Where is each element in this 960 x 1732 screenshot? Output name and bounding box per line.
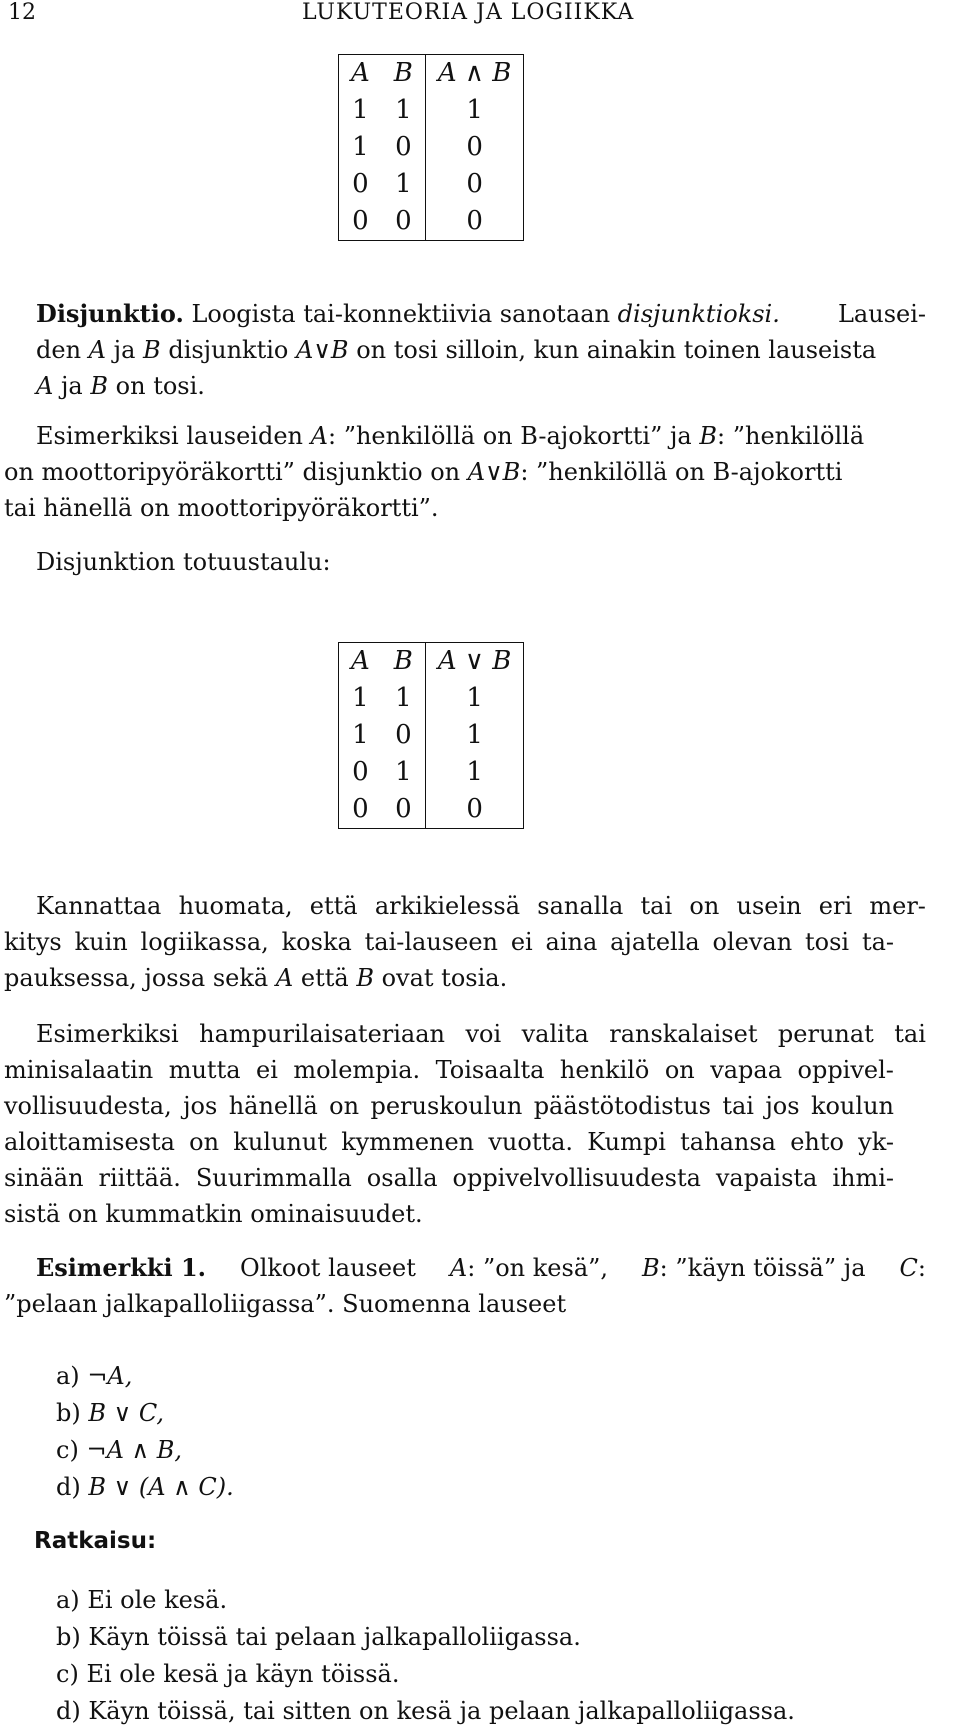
word: tai [894,1020,926,1048]
word: ta- [861,928,894,956]
word: tahansa [680,1128,776,1156]
word: ei [255,1056,278,1084]
example-line-5 [4,1160,894,1196]
list-item [56,1395,234,1432]
table-cell: 1 [466,95,483,125]
word: arkikielessä [374,892,521,920]
table-cell: 1 [466,683,483,713]
word: ajatella [610,928,700,956]
item-label: a) [56,1586,80,1614]
math-var: A [310,422,328,450]
example-line-4 [4,1124,894,1160]
note-line-3 [4,960,894,996]
math-var: C [899,1254,918,1282]
word: ihmi- [832,1164,894,1192]
math-var: A [449,1254,468,1282]
disjunction-definition-line-1 [36,296,926,332]
math-expression: A∨B [467,458,521,486]
table-cell: 1 [466,757,483,787]
disjunction-example-line-1 [36,418,926,454]
note-line-2 [4,924,894,960]
text-span: että [300,964,349,992]
text-span: disjunktio [168,336,289,364]
word: vapaista [715,1164,818,1192]
word: sanalla [537,892,624,920]
table-row [339,92,524,129]
word: osalla [366,1164,438,1192]
math-expression: B ∨ (A ∧ C). [88,1473,234,1501]
table-cell: 0 [466,206,483,236]
answer-text: Käyn töissä tai pelaan jalkapalloliigassa. [88,1623,581,1651]
word: aloittamisesta [4,1128,175,1156]
text-span: ja [60,372,83,400]
word: mutta [168,1056,241,1084]
table-cell: 0 [352,794,369,824]
word: ehto [790,1128,844,1156]
table-cell: 1 [382,166,426,203]
word: tai-lauseen [364,928,498,956]
word: päästötodistus [533,1092,711,1120]
list-item [56,1469,234,1506]
word: Kumpi [587,1128,666,1156]
word: kymmenen [341,1128,475,1156]
header-cell: A ∨ B [437,646,512,676]
word: on [189,1128,220,1156]
word: logiikassa, [140,928,269,956]
word: on [329,1092,360,1120]
word: Suurimmalla [195,1164,352,1192]
item-label: a) [56,1362,80,1390]
math-expression: A∨B [296,336,349,364]
text-span: on tosi. [115,372,205,400]
word: peruskoulun [370,1092,523,1120]
table-row [339,680,524,717]
item-label: b) [56,1399,81,1427]
table-row [339,754,524,791]
list-item [56,1619,795,1656]
word: on [664,1056,695,1084]
table-row [339,166,524,203]
table-row [339,203,524,241]
word: hampurilaisateriaan [199,1020,446,1048]
table-cell: 0 [466,169,483,199]
word: aina [545,928,598,956]
disjunction-definition-line-2 [36,332,926,368]
task-list [56,1358,234,1506]
word: perunat [777,1020,874,1048]
answer-text: Käyn töissä, tai sitten on kesä ja pelaan jalkapalloliigassa. [88,1697,795,1725]
table-cell: 0 [382,791,426,829]
table-cell: 0 [352,169,369,199]
word: hänellä [228,1092,318,1120]
math-var: B [356,964,374,992]
table-cell: 1 [352,720,369,750]
word: vuotta. [488,1128,574,1156]
text-span: : ”henkilöllä on B-ajokortti [520,458,843,486]
table-row [339,717,524,754]
text-span: Lausei- [837,300,926,328]
table-cell: 1 [382,92,426,129]
header-cell: A ∧ B [437,58,512,88]
word: vollisuudesta, [4,1092,172,1120]
exercise-label: Esimerkki 1. [36,1253,207,1282]
word: henkilö [559,1056,650,1084]
word: ranskalaiset [609,1020,758,1048]
exercise-intro-line-1 [36,1250,926,1286]
item-label: b) [56,1623,81,1651]
list-item [56,1358,234,1395]
disjunction-truth-table [338,642,524,829]
table-cell: 1 [352,95,369,125]
header-cell: B [382,55,426,93]
text-span: : [917,1254,926,1282]
word: Kannattaa [36,892,162,920]
text-span: on tosi silloin, kun ainakin toinen lauseista [356,336,877,364]
word: koska [281,928,352,956]
item-label: d) [56,1473,81,1501]
section-title: Disjunktio. [36,299,184,328]
table-cell: 0 [382,203,426,241]
word: on [689,892,720,920]
word: koulun [810,1092,894,1120]
table-cell: 0 [466,132,483,162]
disjunction-example-line-2 [4,454,894,490]
word: usein [736,892,802,920]
table-cell: 0 [352,206,369,236]
word: oppivel- [797,1056,894,1084]
math-var: A [36,372,54,400]
word: jos [183,1092,218,1120]
text-span: tai hänellä on moottoripyöräkortti”. [4,494,439,522]
header-cell: B [382,643,426,681]
math-var: B [90,372,109,400]
example-line-1 [36,1016,926,1052]
word: kitys [4,928,62,956]
math-expression: B ∨ C, [88,1399,164,1427]
table-cell: 1 [382,754,426,791]
math-expression: ¬A ∧ B, [86,1436,182,1464]
text-span: Loogista tai-konnektiivia sanotaan [191,300,611,328]
item-label: d) [56,1697,81,1725]
text-span: Esimerkiksi lauseiden [36,422,303,450]
math-var: A [275,964,294,992]
word: yk- [858,1128,894,1156]
word: jos [765,1092,800,1120]
solution-title: Ratkaisu: [34,1528,157,1554]
table-cell: 0 [466,794,483,824]
math-var: B [642,1254,660,1282]
table-cell: 1 [352,132,369,162]
word: molempia. [293,1056,421,1084]
word: tai [722,1092,754,1120]
list-item [56,1656,795,1693]
word: tai [640,892,673,920]
table-cell: 0 [382,717,426,754]
word: Toisaalta [435,1056,545,1084]
text-span: : ”on kesä”, [467,1254,609,1282]
text-span: den [36,336,82,364]
word: oppivelvollisuudesta [452,1164,701,1192]
text-span: pauksessa, jossa sekä [4,964,269,992]
header-cell: A [351,646,370,676]
word: kuin [74,928,128,956]
word: Esimerkiksi [36,1020,179,1048]
text-span: ovat tosia. [381,964,508,992]
exercise-intro-line-2: ”pelaan jalkapalloliigassa”. Suomenna lauseet [4,1290,567,1318]
example-line-6: sistä on kummatkin ominaisuudet. [4,1200,423,1228]
item-label: c) [56,1436,79,1464]
table-cell: 1 [466,720,483,750]
word: vapaa [710,1056,783,1084]
word: mer- [869,892,926,920]
note-line-1 [36,888,926,924]
word: minisalaatin [4,1056,154,1084]
list-item [56,1693,795,1730]
text-span: : ”käyn töissä” ja [659,1254,866,1282]
table-cell: 1 [382,680,426,717]
word: valita [521,1020,589,1048]
disjunction-definition-line-3 [36,368,926,404]
emphasis-term: disjunktioksi. [617,300,780,328]
item-label: c) [56,1660,79,1688]
text-span: : ”henkilöllä on B-ajokortti” ja [327,422,692,450]
word: voi [465,1020,502,1048]
word: tosi [805,928,850,956]
table-row [339,791,524,829]
math-var: A [88,336,107,364]
word: kulunut [233,1128,327,1156]
page-number: 12 [8,0,36,25]
table-header-row [339,643,524,681]
text-span: : ”henkilöllä [717,422,865,450]
text-span: on moottoripyöräkortti” disjunktio on [4,458,461,486]
table-cell: 0 [352,757,369,787]
answer-text: Ei ole kesä ja käyn töissä. [86,1660,400,1688]
word: olevan [712,928,793,956]
table-caption: Disjunktion totuustaulu: [36,548,331,576]
example-line-3 [4,1088,894,1124]
list-item [56,1582,795,1619]
example-line-2 [4,1052,894,1088]
word: huomata, [178,892,293,920]
table-row [339,129,524,166]
conjunction-truth-table [338,54,524,241]
table-header-row [339,55,524,93]
header-cell: A [351,58,370,88]
math-var: B [699,422,718,450]
word: eri [818,892,853,920]
table-cell: 0 [382,129,426,166]
word: riittää. [98,1164,181,1192]
word: ei [510,928,533,956]
answer-text: Ei ole kesä. [87,1586,228,1614]
math-var: B [143,336,161,364]
word: että [309,892,358,920]
running-title: LUKUTEORIA JA LOGIIKKA [302,0,635,25]
text-span: ja [113,336,136,364]
math-expression: ¬A, [87,1362,133,1390]
disjunction-example-line-3 [4,490,894,526]
word: sinään [4,1164,84,1192]
list-item [56,1432,234,1469]
table-cell: 1 [352,683,369,713]
text-span: Olkoot lauseet [240,1254,416,1282]
answer-list [56,1582,795,1730]
